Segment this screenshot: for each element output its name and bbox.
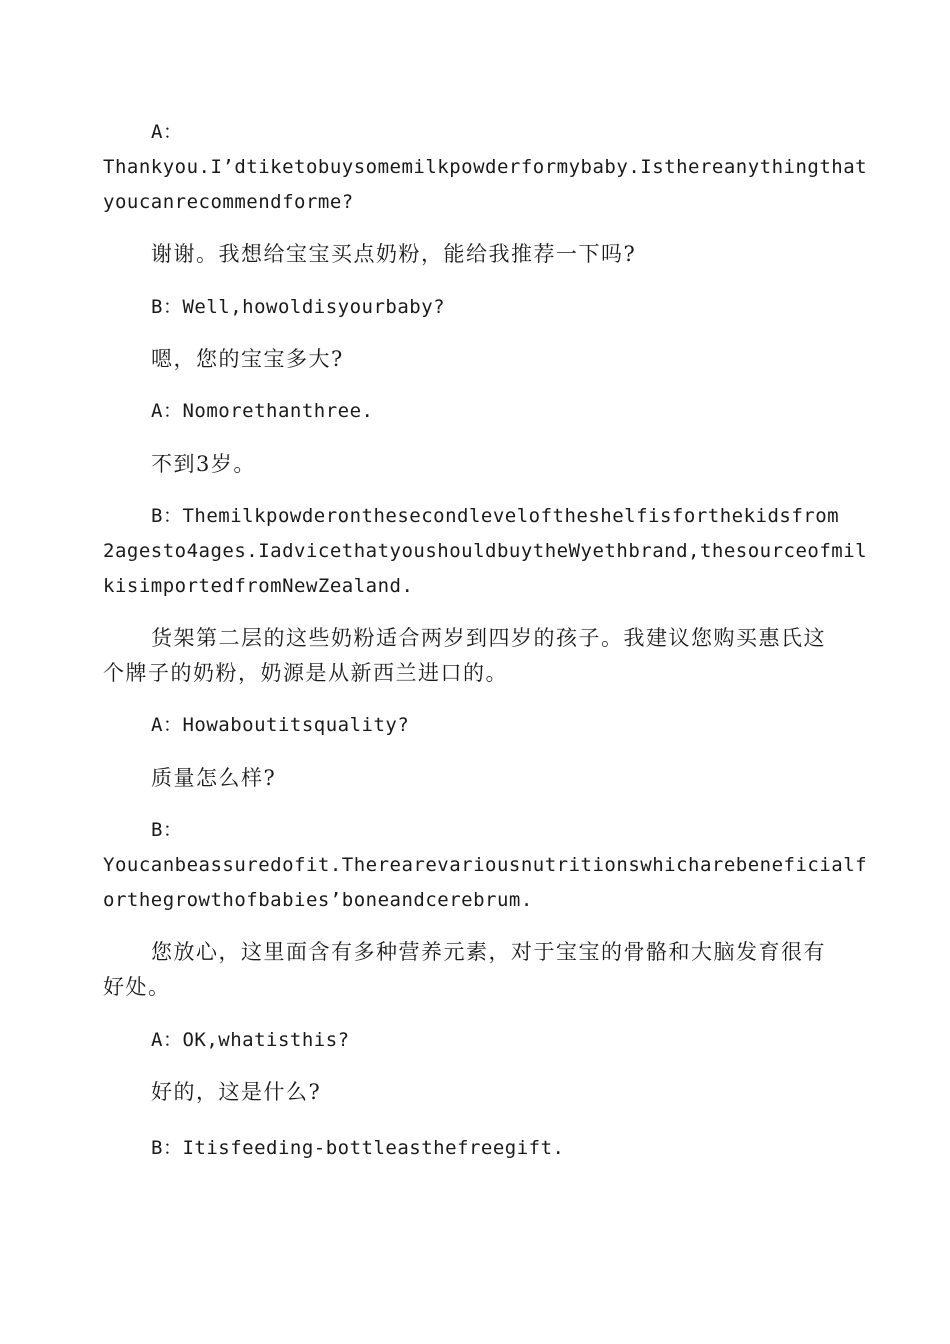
dialogue-line-b3-part2: orthegrowthofbabies’boneandcerebrum.: [103, 889, 533, 911]
translation-line-b3-part2: 好处。: [103, 975, 171, 999]
dialogue-line-a1-part1: Thankyou.I’dtiketobuysomemilkpowderformybaby.Isthereanythingthat: [103, 156, 868, 178]
dialogue-line-b2-part2: 2agesto4ages.IadvicethatyoushouldbuytheWyethbrand,thesourceofmil: [103, 540, 868, 562]
translation-line-a4: 好的，这是什么?: [151, 1080, 322, 1104]
speaker-b-label: B：: [151, 819, 183, 841]
dialogue-line-a4: A：OK,whatisthis?: [151, 1029, 350, 1051]
dialogue-line-b2-part1: B：Themilkpowderonthesecondleveloftheshelfisforthekidsfrom: [151, 505, 840, 527]
translation-line-b3-part1: 您放心，这里面含有多种营养元素，对于宝宝的骨骼和大脑发育很有: [151, 940, 826, 964]
dialogue-line-a2: A：Nomorethanthree.: [151, 400, 374, 422]
dialogue-line-b3-part1: Youcanbeassuredofit.Therearevariousnutritionswhicharebeneficialf: [103, 854, 868, 876]
translation-line-b1: 嗯，您的宝宝多大?: [151, 347, 344, 371]
translation-line-a2: 不到3岁。: [151, 452, 256, 476]
dialogue-line-a3: A：Howaboutitsquality?: [151, 714, 410, 736]
dialogue-line-b1: B：Well,howoldisyourbaby?: [151, 296, 446, 318]
speaker-a-label: A：: [151, 121, 183, 143]
translation-line-a1: 谢谢。我想给宝宝买点奶粉，能给我推荐一下吗?: [151, 242, 637, 266]
dialogue-line-a1-part2: youcanrecommendforme?: [103, 191, 354, 213]
dialogue-line-b4: B：Itisfeeding-bottleasthefreegift.: [151, 1137, 565, 1159]
translation-line-b2-part2: 个牌子的奶粉，奶源是从新西兰进口的。: [103, 661, 508, 685]
translation-line-a3: 质量怎么样?: [151, 766, 277, 790]
dialogue-line-b2-part3: kisimportedfromNewZealand.: [103, 575, 414, 597]
translation-line-b2-part1: 货架第二层的这些奶粉适合两岁到四岁的孩子。我建议您购买惠氏这: [151, 626, 826, 650]
